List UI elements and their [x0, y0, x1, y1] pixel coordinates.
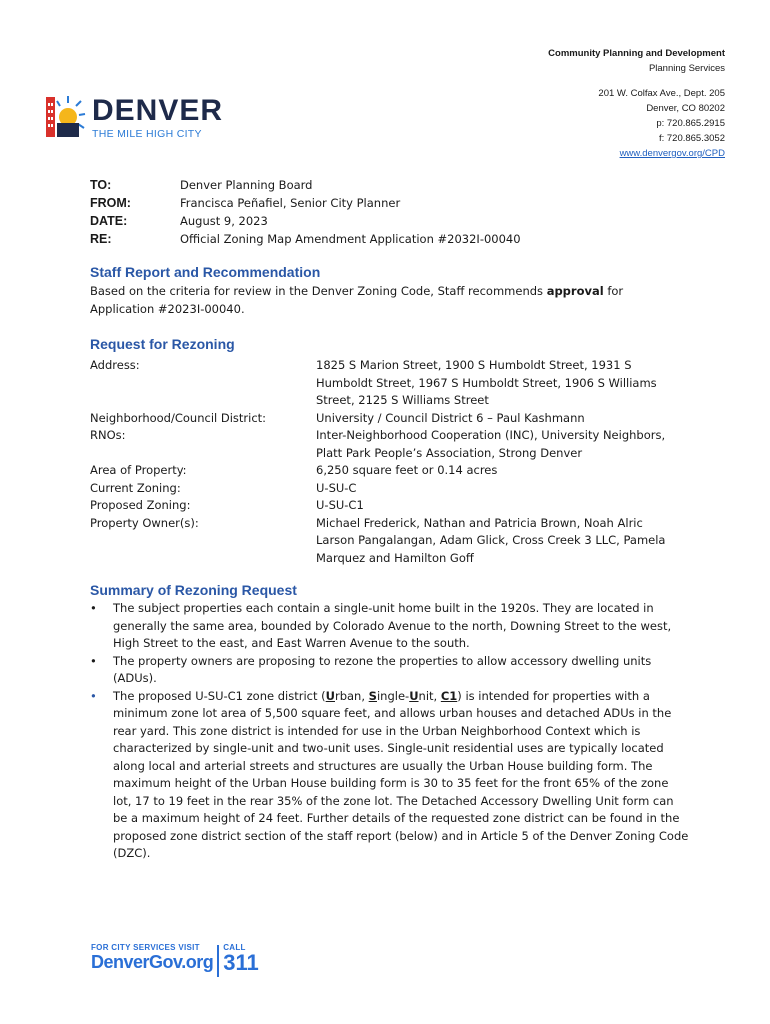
date-label: DATE:	[90, 214, 128, 228]
address-label: Address:	[90, 358, 140, 372]
zone-text-4: nit,	[418, 688, 441, 703]
address-line-1: 201 W. Colfax Ave., Dept. 205	[598, 88, 725, 99]
footer-phone-number: 311	[223, 950, 259, 975]
recommendation-decision: approval	[546, 284, 604, 298]
summary-heading: Summary of Rezoning Request	[90, 582, 297, 598]
recommendation-text-start: Based on the criteria for review in the Denver Zoning Code, Staff recommends	[90, 284, 547, 298]
address-line-2: Denver, CO 80202	[646, 103, 725, 114]
bullet-glyph: •	[90, 688, 97, 703]
rnos-label: RNOs:	[90, 428, 126, 442]
rnos-value: Inter-Neighborhood Cooperation (INC), University Neighbors, Platt Park People’s Association, Strong Denver	[316, 428, 666, 460]
date-value: August 9, 2023	[180, 214, 268, 228]
re-label: RE:	[90, 232, 112, 246]
footer-prompt: FOR CITY SERVICES VISIT	[91, 943, 200, 952]
zone-text-5: ) is intended for properties with a minimum zone lot area of 5,500 square feet, and allows urban houses and detached ADUs in the rear yard. This zone district is intended for use in the Urban Neighborhood Context which is characterized by single-unit and two-unit uses. Single-unit residential uses are typically located along local and arterial streets and structures are usually the Urban House building form. The maximum height of the Urban House building form is 30 to 35 feet for the front 65% of the zone lot, 17 to 19 feet in the rear 35% of the zone lot. The Detached Accessory Dwelling Unit form can be a maximum height of 24 feet. Further details of the requested zone district can be found in the proposed zone district section of the staff report (below) and in Article 5 of the Denver Zoning Code (DZC).	[113, 688, 689, 860]
summary-bullet-text: The property owners are proposing to rezone the properties to allow accessory dwelling units (ADUs).	[113, 653, 652, 685]
proposed-zoning-value: U-SU-C1	[316, 498, 364, 512]
request-details	[90, 357, 690, 567]
area-label: Area of Property:	[90, 463, 187, 477]
detail-row-current-zoning	[90, 480, 690, 498]
to-value: Denver Planning Board	[180, 178, 313, 192]
zone-text-1: The proposed U-SU-C1 zone district (	[113, 688, 326, 703]
denver-logo-icon	[46, 93, 86, 141]
footer-website: DenverGov.org	[91, 952, 214, 972]
from-value: Francisca Peñafiel, Senior City Planner	[180, 196, 401, 210]
from-label: FROM:	[90, 196, 131, 210]
summary-bullet-text	[113, 689, 688, 861]
summary-bullet	[90, 653, 690, 688]
summary-bullet	[90, 688, 690, 863]
neighborhood-value: University / Council District 6 – Paul Kashmann	[316, 410, 585, 425]
bullet-glyph: •	[90, 653, 97, 668]
city-name: DENVER	[92, 94, 224, 127]
address-value: 1825 S Marion Street, 1900 S Humboldt Street, 1931 S Humboldt Street, 1967 S Humboldt Street, 1906 S Williams Street, 2125 S Williams Street	[316, 358, 657, 407]
summary-bullet	[90, 600, 690, 653]
neighborhood-label: Neighborhood/Council District:	[90, 410, 267, 425]
owner-value: Michael Frederick, Nathan and Patricia Brown, Noah Alric Larson Pangalangan, Adam Glick, Cross Creek 3 LLC, Pamela Marquez and Hamilton Goff	[316, 515, 666, 565]
zone-initial-u: U	[325, 688, 335, 703]
request-heading-wrap	[90, 336, 235, 352]
detail-row-proposed-zoning	[90, 497, 690, 515]
to-label: TO:	[90, 178, 112, 192]
summary-bullet-text: The subject properties each contain a single-unit home built in the 1920s. They are located in generally the same area, bounded by Colorado Avenue to the north, Downing Street to the west, High Street to the east, and East Warren Avenue to the south.	[113, 601, 672, 650]
footer-services	[91, 943, 259, 977]
zone-initial-c1: C1	[440, 688, 458, 703]
request-heading: Request for Rezoning	[90, 336, 235, 352]
footer-call-label: CALL	[223, 943, 246, 952]
current-zoning-value: U-SU-C	[316, 480, 357, 495]
zone-initial-unit: U	[409, 688, 419, 703]
phone-number: p: 720.865.2915	[656, 118, 725, 129]
detail-row-area	[90, 462, 690, 480]
city-tagline: THE MILE HIGH CITY	[92, 128, 202, 140]
staff-report-section	[90, 264, 690, 318]
detail-row-neighborhood	[90, 410, 690, 428]
bullet-glyph: •	[90, 601, 97, 615]
staff-report-heading: Staff Report and Recommendation	[90, 264, 321, 280]
zone-text-3: ingle-	[376, 688, 410, 703]
department-name: Community Planning and Development	[548, 48, 725, 59]
denver-wordmark	[92, 96, 223, 140]
area-value: 6,250 square feet or 0.14 acres	[316, 463, 498, 477]
footer-divider	[217, 945, 219, 977]
owner-label: Property Owner(s):	[90, 515, 199, 530]
detail-row-owner	[90, 515, 690, 568]
fax-number: f: 720.865.3052	[658, 133, 725, 144]
detail-row-address	[90, 357, 690, 410]
zone-initial-s: S	[368, 688, 377, 703]
department-contact-block	[548, 46, 725, 161]
division-name: Planning Services	[648, 63, 725, 74]
zone-text-2: rban,	[334, 688, 369, 703]
staff-report-text	[90, 283, 690, 318]
summary-list	[90, 600, 690, 863]
recommendation-text-end: for Application #2023I-00040.	[90, 284, 624, 316]
website-link[interactable]: www.denvergov.org/CPD	[619, 148, 725, 159]
re-value: Official Zoning Map Amendment Application #2032I-00040	[180, 232, 521, 246]
current-zoning-label: Current Zoning:	[90, 480, 181, 495]
detail-row-rnos	[90, 427, 690, 462]
summary-heading-wrap	[90, 582, 297, 598]
memo-header	[90, 176, 521, 248]
proposed-zoning-label: Proposed Zoning:	[90, 498, 191, 512]
